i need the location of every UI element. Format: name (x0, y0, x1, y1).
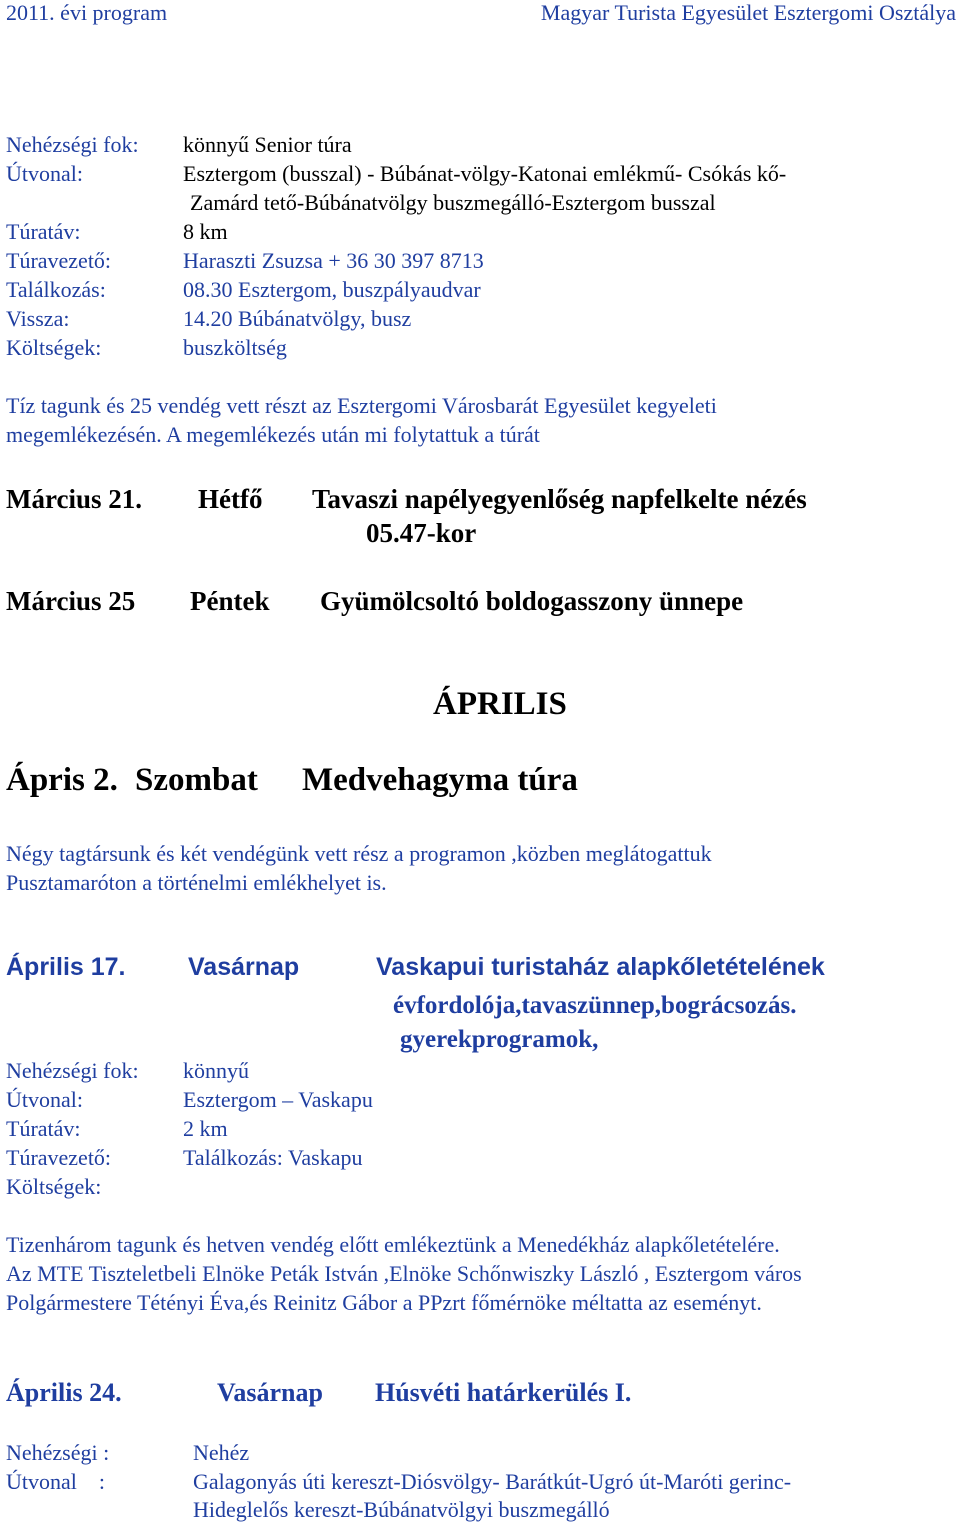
march25-event: Gyümölcsoltó boldogasszony ünnepe (320, 586, 744, 616)
cost-label: Költségek: (6, 335, 102, 360)
difficulty-label: Nehézségi fok: (6, 132, 139, 157)
march21-day: Hétfő (198, 484, 263, 514)
april17-cost-label: Költségek: (6, 1174, 102, 1199)
april24-event: Húsvéti határkerülés I. (375, 1378, 632, 1407)
trip1-note-line1: Tíz tagunk és 25 vendég vett részt az Esztergomi Városbarát Egyesület kegyeleti (6, 393, 717, 418)
leader-value: Haraszti Zsuzsa + 36 30 397 8713 (183, 248, 484, 273)
april2-event: Medvehagyma túra (302, 762, 578, 798)
april2-note-line1: Négy tagtársunk és két vendégünk vett rész a programon ,közben meglátogattuk (6, 841, 712, 866)
april17-leader-label: Túravezető: (6, 1145, 112, 1170)
april24-difficulty-value: Nehéz (193, 1440, 250, 1465)
april24-difficulty-label: Nehézségi : (6, 1440, 110, 1465)
april17-difficulty-label: Nehézségi fok: (6, 1058, 139, 1083)
return-value: 14.20 Búbánatvölgy, busz (183, 306, 412, 331)
leader-label: Túravezető: (6, 248, 112, 273)
april24-route-line1: Galagonyás úti kereszt-Diósvölgy- Barátkút-Ugró út-Maróti gerinc- (193, 1469, 792, 1494)
march25-date: Március 25 (6, 586, 136, 616)
april24-route-line2: Hideglelős kereszt-Búbánatvölgyi buszmegálló (193, 1497, 610, 1522)
april17-note-line1: Tizenhárom tagunk és hetven vendég előtt emlékeztünk a Menedékház alapkőletételére. (6, 1232, 780, 1257)
meet-label: Találkozás: (6, 277, 106, 302)
april17-meet-value: Találkozás: Vaskapu (183, 1145, 363, 1170)
april17-note-line2: Az MTE Tiszteletbeli Elnöke Peták István ,Elnöke Schőnwiszky László , Esztergom város (6, 1261, 802, 1286)
route-line2: Zamárd tető-Búbánatvölgy buszmegálló-Esztergom busszal (190, 190, 716, 215)
distance-label: Túratáv: (6, 219, 81, 244)
april17-event-line3: gyerekprogramok, (400, 1026, 599, 1053)
april24-date: Április 24. (6, 1378, 122, 1407)
cost-value: buszköltség (183, 335, 287, 360)
april17-date: Április 17. (6, 953, 126, 981)
april2-note-line2: Pusztamaróton a történelmi emlékhelyet is. (6, 870, 387, 895)
april17-note-line3: Polgármestere Tétényi Éva,és Reinitz Gábor a PPzrt főmérnöke méltatta az eseményt. (6, 1290, 762, 1315)
april17-event-line2: évfordolója,tavaszünnep,bográcsozás. (393, 992, 797, 1019)
april-heading: ÁPRILIS (433, 686, 567, 722)
april17-event-line1: Vaskapui turistaház alapkőletételének (376, 953, 825, 981)
april17-distance-value: 2 km (183, 1116, 228, 1141)
april24-route-label: Útvonal : (6, 1469, 105, 1494)
april17-distance-label: Túratáv: (6, 1116, 81, 1141)
return-label: Vissza: (6, 306, 70, 331)
header-right: Magyar Turista Egyesület Esztergomi Osztálya (540, 0, 956, 25)
april17-difficulty-value: könnyű (183, 1058, 249, 1083)
april24-day: Vasárnap (217, 1378, 323, 1407)
meet-value: 08.30 Esztergom, buszpályaudvar (183, 277, 481, 302)
difficulty-value: könnyű Senior túra (183, 132, 352, 157)
march25-day: Péntek (190, 586, 270, 616)
april17-route-value: Esztergom – Vaskapu (183, 1087, 373, 1112)
april2-date: Ápris 2. (6, 762, 118, 798)
april17-day: Vasárnap (188, 953, 300, 981)
route-label: Útvonal: (6, 161, 83, 186)
march21-event-line1: Tavaszi napélyegyenlőség napfelkelte nézés (312, 484, 807, 514)
route-line1: Esztergom (busszal) - Búbánat-völgy-Katonai emlékmű- Csókás kő- (183, 161, 787, 186)
april17-route-label: Útvonal: (6, 1087, 83, 1112)
march21-event-line2: 05.47-kor (366, 518, 477, 548)
trip1-note-line2: megemlékezésén. A megemlékezés után mi folytattuk a túrát (6, 422, 540, 447)
march21-date: Március 21. (6, 484, 142, 514)
header-left: 2011. évi program (6, 0, 168, 25)
distance-value: 8 km (183, 219, 228, 244)
april2-day: Szombat (135, 762, 258, 798)
